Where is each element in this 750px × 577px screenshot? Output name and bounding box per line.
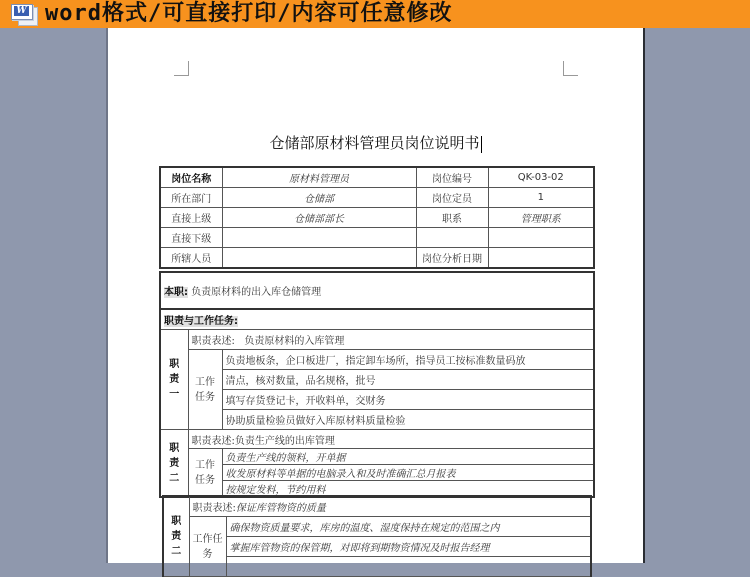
info-label: 职系 (416, 208, 488, 228)
info-label: 所辖人员 (160, 248, 222, 269)
task-row (160, 465, 594, 481)
main-duty-cell[interactable] (160, 272, 594, 309)
table-row (160, 188, 594, 208)
duties-header: 职责与工作任务: (164, 316, 238, 327)
info-value[interactable]: 仓储部 (222, 188, 416, 208)
info-value[interactable] (488, 248, 594, 269)
task-row (160, 410, 594, 430)
info-label: 岗位编号 (416, 167, 488, 188)
info-label: 直接下级 (160, 228, 222, 248)
task-item[interactable]: 收发原材料等单据的电脑录入和及时准确汇总月报表 (222, 465, 594, 481)
duty-name: 职 责 一 (160, 330, 188, 430)
duties-header-cell (160, 309, 594, 330)
info-value[interactable]: QK-03-02 (488, 167, 594, 188)
main-duty-text: 负责原材料的出入库仓储管理 (191, 287, 322, 298)
duties-table (159, 271, 595, 498)
info-label: 岗位定员 (416, 188, 488, 208)
task-row (163, 517, 591, 537)
info-label: 岗位名称 (160, 167, 222, 188)
info-value[interactable]: 管理职系 (488, 208, 594, 228)
task-item[interactable]: 负责生产线的领料，开单据 (222, 449, 594, 465)
task-row (160, 370, 594, 390)
duty-name: 职 责 二 (163, 496, 189, 577)
banner-text: word格式/可直接打印/内容可任意修改 (45, 1, 453, 26)
info-table (159, 166, 595, 269)
margin-corner-top-right (563, 61, 578, 76)
info-value[interactable]: 仓储部部长 (222, 208, 416, 228)
task-row (163, 537, 591, 557)
document-page[interactable] (108, 28, 643, 563)
info-label: 所在部门 (160, 188, 222, 208)
task-item[interactable]: 清点，核对数量，品名规格，批号 (222, 370, 594, 390)
info-value[interactable] (488, 228, 594, 248)
duty-row (160, 430, 594, 449)
task-row (163, 557, 591, 577)
task-row (160, 449, 594, 465)
promo-banner (0, 0, 750, 28)
duty-name: 职 责 二 (160, 430, 188, 498)
table-row (160, 167, 594, 188)
info-value[interactable] (222, 228, 416, 248)
task-item[interactable] (226, 557, 591, 577)
duty-description[interactable]: 职责表述:负责生产线的出库管理 (188, 430, 594, 449)
duty-description[interactable]: 职责表述: 负责原材料的入库管理 (188, 330, 594, 350)
duty-row (163, 496, 591, 517)
main-duty-row (160, 272, 594, 309)
task-item[interactable]: 按规定发料，节约用料 (222, 481, 594, 498)
tasks-label: 工作 任务 (188, 449, 222, 498)
table-row (160, 248, 594, 269)
task-item[interactable]: 负责地板条，企口板进厂，指定卸车场所，指导员工按标准数量码放 (222, 350, 594, 370)
task-row (160, 390, 594, 410)
page-right-shadow (643, 28, 645, 563)
duty-description[interactable]: 职责表述:保证库管物资的质量 (189, 496, 591, 517)
duty-row (160, 330, 594, 350)
info-label: 岗位分析日期 (416, 248, 488, 269)
duties-header-row (160, 309, 594, 330)
text-cursor (481, 136, 482, 153)
task-item[interactable]: 确保物资质量要求，库房的温度、湿度保持在规定的范围之内 (226, 517, 591, 537)
task-item[interactable]: 掌握库管物资的保管期，对即将到期物资情况及时报告经理 (226, 537, 591, 557)
tasks-label: 工作 任务 (188, 350, 222, 430)
table-row (160, 228, 594, 248)
info-label (416, 228, 488, 248)
word-document-icon: W (9, 3, 37, 25)
info-value[interactable] (222, 248, 416, 269)
document-title[interactable]: 仓储部原材料管理员岗位说明书 (269, 134, 480, 152)
info-value[interactable]: 原材料管理员 (222, 167, 416, 188)
info-label: 直接上级 (160, 208, 222, 228)
duties-table-continued (162, 495, 592, 577)
task-item[interactable]: 填写存货登记卡，开收料单，交财务 (222, 390, 594, 410)
main-duty-label: 本职: (164, 287, 188, 298)
task-item[interactable]: 协助质量检验员做好入库原材料质量检验 (222, 410, 594, 430)
tasks-label: 工作任 务 (189, 517, 226, 577)
task-row (160, 350, 594, 370)
table-row (160, 208, 594, 228)
info-value[interactable]: 1 (488, 188, 594, 208)
margin-corner-top-left (174, 61, 189, 76)
